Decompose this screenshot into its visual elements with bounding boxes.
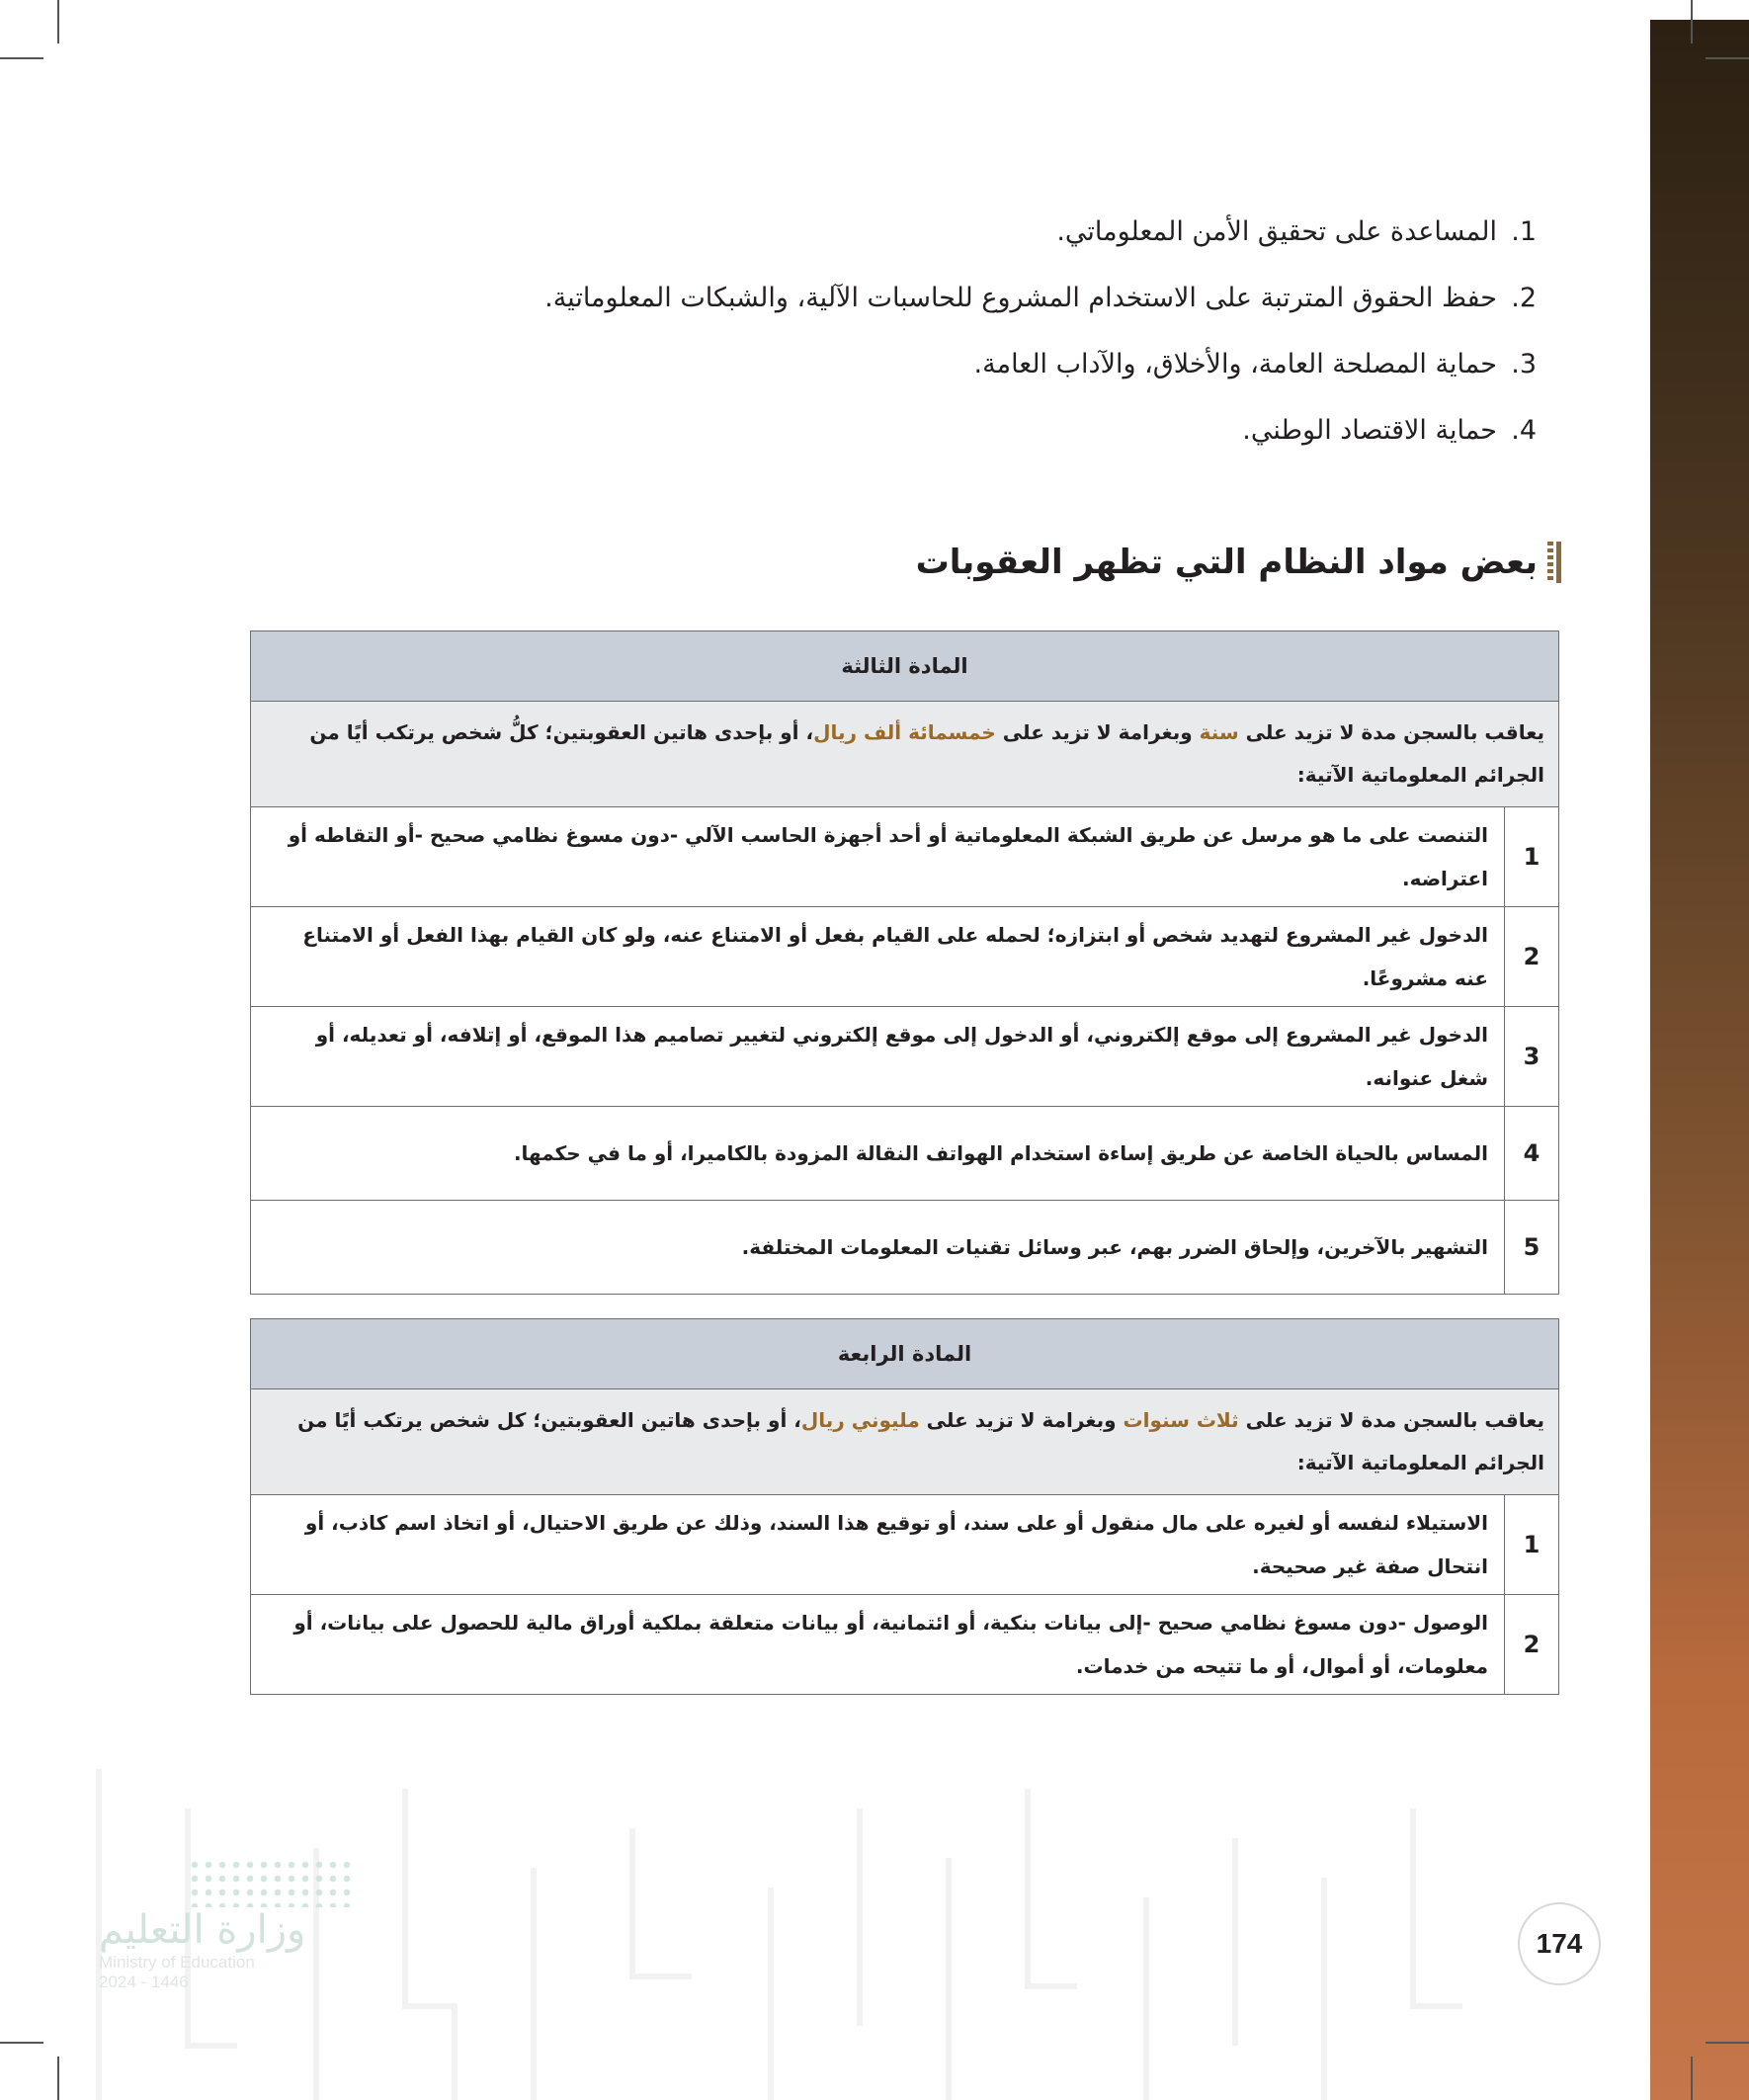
crop-mark <box>1706 57 1749 59</box>
row-number: 1 <box>1505 1495 1559 1595</box>
table-row <box>251 1201 1559 1295</box>
intro-text: يعاقب بالسجن مدة لا تزيد على <box>1238 1408 1544 1432</box>
row-text: الدخول غير المشروع لتهديد شخص أو ابتزازه؛ لحمله على القيام بفعل أو الامتناع عنه، ولو كان القيام بهذا الفعل أو الامتناع عنه مشروعًا. <box>251 907 1505 1007</box>
crop-mark <box>57 0 59 43</box>
table-row <box>251 1595 1559 1695</box>
list-item <box>351 411 1537 451</box>
article-3-title: المادة الثالثة <box>251 631 1559 702</box>
row-text: المساس بالحياة الخاصة عن طريق إساءة استخدام الهواتف النقالة المزودة بالكاميرا، أو ما في حكمها. <box>251 1107 1505 1201</box>
row-text: التشهير بالآخرين، وإلحاق الضرر بهم، عبر وسائل تقنيات المعلومات المختلفة. <box>251 1201 1505 1295</box>
table-row <box>251 807 1559 907</box>
list-item <box>351 345 1537 384</box>
list-item <box>351 279 1537 318</box>
list-item <box>351 212 1537 252</box>
row-number: 2 <box>1505 1595 1559 1695</box>
row-number: 1 <box>1505 807 1559 907</box>
list-text: حماية المصلحة العامة، والأخلاق، والآداب العامة. <box>973 349 1497 379</box>
crop-mark <box>1691 2057 1693 2100</box>
row-number: 2 <box>1505 907 1559 1007</box>
row-text: الاستيلاء لنفسه أو لغيره على مال منقول أو على سند، أو توقيع هذا السند، وذلك عن طريق الاحتيال، أو اتخاذ اسم كاذب، أو انتحال صفة غير صحيحة. <box>251 1495 1505 1595</box>
article-3-table <box>250 630 1559 1295</box>
highlight-fine: مليوني ريال <box>800 1408 920 1432</box>
section-title-text: بعض مواد النظام التي تظهر العقوبات <box>915 543 1538 582</box>
table-row <box>251 907 1559 1007</box>
list-text: حماية الاقتصاد الوطني. <box>1242 415 1497 446</box>
ministry-logo <box>99 1858 356 1992</box>
list-number: 1. <box>1511 216 1537 247</box>
logo-dots-icon <box>188 1858 356 1907</box>
list-number: 2. <box>1511 283 1537 313</box>
heading-marker-icon <box>1547 542 1561 583</box>
highlight-duration: سنة <box>1199 720 1239 744</box>
table-row <box>251 1007 1559 1107</box>
list-text: حفظ الحقوق المترتبة على الاستخدام المشروع للحاسبات الآلية، والشبكات المعلوماتية. <box>544 283 1497 313</box>
objectives-list <box>351 212 1537 477</box>
logo-year-text: 2024 - 1446 <box>99 1973 189 1991</box>
list-number: 4. <box>1511 415 1537 446</box>
list-number: 3. <box>1511 349 1537 379</box>
row-text: الوصول -دون مسوغ نظامي صحيح -إلى بيانات بنكية، أو ائتمانية، أو بيانات متعلقة بملكية أوراق مالية للحصول على بيانات، أو معلومات، أو أموال، أو ما تتيحه من خدمات. <box>251 1595 1505 1695</box>
highlight-fine: خمسمائة ألف ريال <box>813 720 996 744</box>
highlight-duration: ثلاث سنوات <box>1123 1408 1239 1432</box>
row-number: 5 <box>1505 1201 1559 1295</box>
crop-mark <box>1691 0 1693 43</box>
crop-mark <box>0 57 43 59</box>
intro-text: وبغرامة لا تزيد على <box>919 1408 1124 1432</box>
row-number: 3 <box>1505 1007 1559 1107</box>
section-heading <box>916 542 1561 583</box>
decorative-side-band <box>1650 20 1749 2100</box>
intro-text: وبغرامة لا تزيد على <box>995 720 1200 744</box>
row-number: 4 <box>1505 1107 1559 1201</box>
logo-english-text: Ministry of Education <box>99 1953 255 1972</box>
intro-text: ، أو بإحدى هاتين العقوبتين؛ كل شخص يرتكب أيًا من الجرائم المعلوماتية الآتية: <box>297 1408 1544 1474</box>
intro-text: يعاقب بالسجن مدة لا تزيد على <box>1238 720 1544 744</box>
logo-arabic-text: وزارة التعليم <box>99 1907 306 1953</box>
page-number: 174 <box>1518 1902 1601 1985</box>
intro-text: ، أو بإحدى هاتين العقوبتين؛ كلُّ شخص يرتكب أيًا من الجرائم المعلوماتية الآتية: <box>309 720 1544 787</box>
article-4-title: المادة الرابعة <box>251 1319 1559 1389</box>
crop-mark <box>1706 2042 1749 2044</box>
list-text: المساعدة على تحقيق الأمن المعلوماتي. <box>1056 216 1497 247</box>
article-4-table <box>250 1318 1559 1695</box>
article-4-intro <box>251 1389 1559 1495</box>
crop-mark <box>57 2057 59 2100</box>
table-row <box>251 1107 1559 1201</box>
table-row <box>251 1495 1559 1595</box>
article-3-intro <box>251 702 1559 807</box>
row-text: التنصت على ما هو مرسل عن طريق الشبكة المعلوماتية أو أحد أجهزة الحاسب الآلي -دون مسوغ نظامي صحيح -أو التقاطه أو اعتراضه. <box>251 807 1505 907</box>
crop-mark <box>0 2042 43 2044</box>
row-text: الدخول غير المشروع إلى موقع إلكتروني، أو الدخول إلى موقع إلكتروني لتغيير تصاميم هذا الموقع، أو إتلافه، أو تعديله، أو شغل عنوانه. <box>251 1007 1505 1107</box>
